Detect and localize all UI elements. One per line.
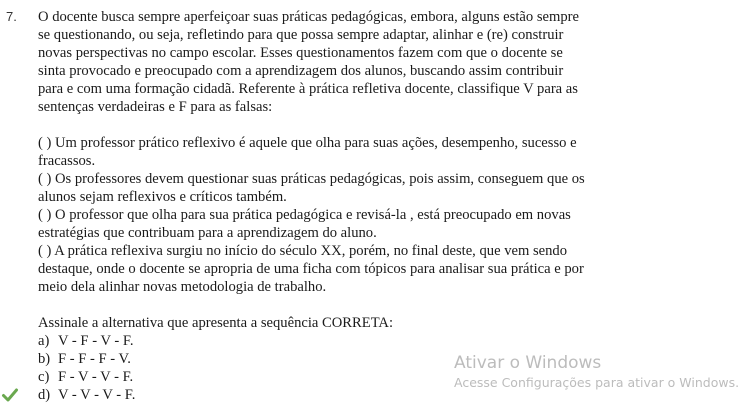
question-number: 7. — [6, 9, 17, 24]
question-body — [38, 8, 586, 404]
statement-list — [38, 134, 586, 296]
instruction-text: Assinale a alternativa que apresenta a sequência CORRETA: — [38, 315, 394, 331]
statement-1: ( ) Um professor prático reflexivo é aquele que olha para suas ações, desempenho, sucesso e fracassos. — [38, 135, 577, 169]
statement-3: ( ) O professor que olha para sua prática pedagógica e revisá-la , está preocupado em novas estratégias que contribuam para a aprendizagem do aluno. — [38, 207, 571, 241]
alternative-text: F - V - V - F. — [58, 369, 134, 385]
alternative-text: V - F - V - F. — [58, 333, 134, 349]
alternative-text: F - F - F - V. — [58, 351, 131, 367]
question-stem: O docente busca sempre aperfeiçoar suas práticas pedagógicas, embora, alguns estão sempre se questionando, ou seja, refletindo para que possa sempre adaptar, alinhar e (re) construir novas perspectivas no campo escolar. Esses questionamentos fazem com que o docente se sinta provocado e preocupado com a aprendizagem dos alunos, buscando assim contribuir para e com uma formação cidadã. Referente à prática refletiva docente, classifique V para as sentenças verdadeiras e F para as falsas: — [38, 9, 579, 115]
alternative-letter: c) — [38, 369, 50, 385]
watermark-subtitle: Acesse Configurações para ativar o Windows. — [454, 375, 739, 390]
alternative-letter: b) — [38, 351, 51, 367]
alternative-letter: d) — [38, 387, 51, 403]
alternative-letter: a) — [38, 333, 50, 349]
statement-4: ( ) A prática reflexiva surgiu no início do século XX, porém, no final deste, que vem sendo destaque, onde o docente se apropria de uma ficha com tópicos para analisar sua prática e por meio dela alinhar novas metodologia de trabalho. — [38, 243, 584, 295]
statement-2: ( ) Os professores devem questionar suas práticas pedagógicas, pois assim, conseguem que os alunos sejam reflexivos e críticos também. — [38, 171, 585, 205]
alternative-a[interactable] — [38, 332, 586, 350]
watermark-title: Ativar o Windows — [454, 353, 602, 373]
windows-activation-watermark — [454, 352, 739, 392]
alternative-text: V - V - V - F. — [58, 387, 136, 403]
check-icon — [2, 388, 18, 402]
